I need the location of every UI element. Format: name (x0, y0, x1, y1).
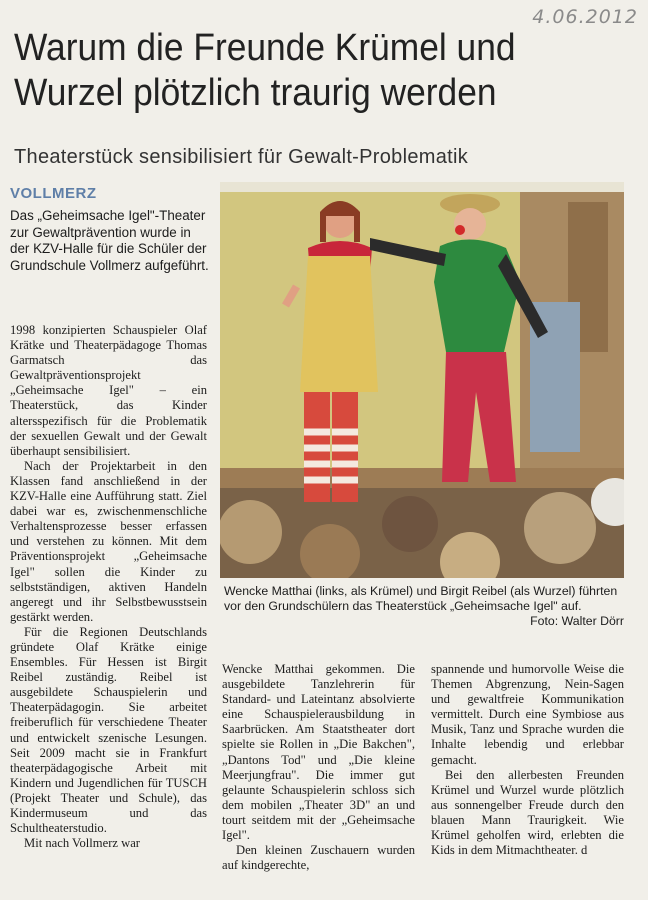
paragraph: spannende und humorvolle Weise die Themen Abgrenzung, Nein-Sagen und gewaltfreie Kommunikation vermittelt. Durch eine Symbiose aus Musik, Tanz und Sprache wurden die Inhalte lebendig und erlebbar gemacht. (431, 662, 624, 767)
article-intro: Das „Geheimsache Igel"-Theater zur Gewaltprävention wurde in der KZV-Halle für die Schüler der Grundschule Vollmerz aufgeführt. (10, 208, 209, 273)
paragraph: Bei den allerbesten Freunden Krümel und Wurzel wurde plötzlich aus sonnengelber Freude durch den blauen Mann Traurigkeit. Wie Krümel geholfen wird, erlebten die Kids in dem Mitmachtheater. d (431, 767, 624, 858)
caption-text: Wencke Matthai (links, als Krümel) und Birgit Reibel (als Wurzel) führten vor den Grundschülern das Theaterstück „Geheimsache Igel" auf. (224, 584, 618, 613)
article-column-2 (222, 662, 415, 898)
paragraph: Für die Regionen Deutschlands gründete Olaf Krätke einige Ensembles. Für Hessen ist Birgit Reibel zuständig. Reibel ist ausgebildete Schauspielerin und Theaterpädagogin. Sie arbeitet freiberuflich für verschiedene Theater und entwickelt szenische Lesungen. Seit 2009 macht sie in Frankfurt theaterpädagogische Arbeit mit Kindern und Jugendlichen für TUSCH (Projekt Theater und Schule), das Kindermuseum und das Schultheaterstudio. (10, 624, 207, 836)
paragraph: Den kleinen Zuschauern wurden auf kindgerechte, (222, 843, 415, 873)
article-column-3 (431, 662, 624, 898)
article-photo (220, 182, 624, 578)
paragraph: Mit nach Vollmerz war (24, 836, 140, 851)
photo-caption (224, 584, 624, 629)
theater-scene-illustration (220, 182, 624, 578)
paragraph: Wencke Matthai gekommen. Die ausgebildete Tanzlehrerin für Standard- und Lateintanz absolvierte eine Schauspielerausbildung in Saarbrücken. Am Staatstheater dort spielte sie Rollen in „Die Bakchen", „Dantons Tod" und „Die kleine Meerjungfrau". Die immer gut gelaunte Schauspielerin schloss sich dem mobilen „Theater 3D" an und tourt seitdem mit der „Geheimsache Igel". (222, 662, 415, 843)
article-subheadline: Theaterstück sensibilisiert für Gewalt-Problematik (14, 146, 469, 168)
handwritten-date: 4.06.2012 (532, 6, 638, 28)
dateline: VOLLMERZ (10, 185, 97, 202)
article-headline: Warum die Freunde Krümel und Wurzel plötzlich traurig werden (14, 27, 516, 114)
paragraph: Nach der Projektarbeit in den Klassen fand anschließend in der KZV-Halle eine Aufführung statt. Ziel dabei war es, zwischenmenschliche Verhaltensprozesse besser erfassen und verstehen zu können. Mit dem Präventionsprojekt „Geheimsache Igel" sollen die Kinder zu selbstständigen, aktiven Handeln angeregt und ihr Selbstbewusstsein gestärkt werden. (10, 458, 207, 624)
paragraph: 1998 konzipierten Schauspieler Olaf Krätke und Theaterpädagoge Thomas Garmatsch das Gewaltpräventionsprojekt „Geheimsache Igel" – ein Theaterstück, das Kinder altersspezifisch für die Problematik der sexuellen Gewalt und der Gewalt überhaupt sensibilisiert. (10, 323, 207, 458)
article-column-1 (10, 323, 207, 898)
photo-credit: Foto: Walter Dörr (530, 614, 624, 628)
